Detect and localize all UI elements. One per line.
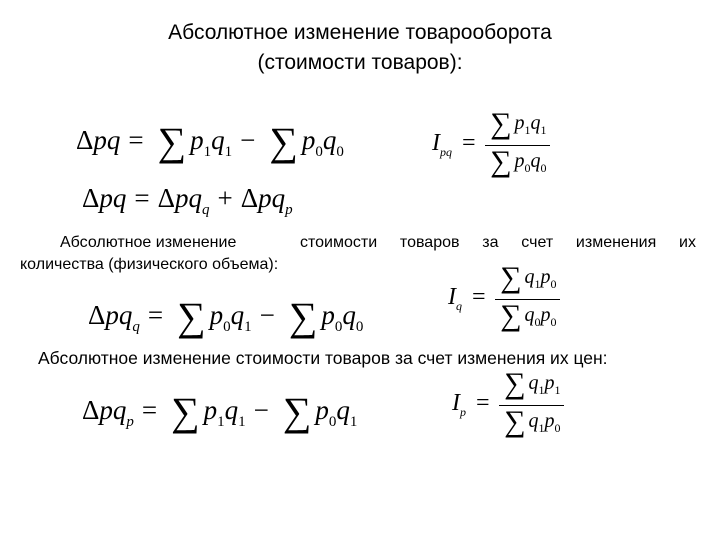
text-quantity-change-line2: количества (физического объема): [20,256,279,273]
text-quantity-change-a: Абсолютное изменение [60,234,237,251]
formula-price-index: $I_p$ = $\frac{\sum q_1p_1}{\sum q_1p_0}$ [452,368,564,443]
formula-decomposition: Δpq = Δpq$_q$ + Δpq$_p$ [82,183,293,218]
formula-quantity-change: Δpq$_q$ = ∑ $p_0q_1$ − ∑ $p_0q_0$ [88,294,364,339]
formula-quantity-index: $I_q$ = $\frac{\sum q_1p_0}{\sum q_0p_0}$ [448,262,560,337]
slide-title-line2: (стоимости товаров): [257,51,463,74]
formula-total-change: Δpq = ∑ $p_1q_1$ − ∑ $p_0q_0$ [76,119,344,164]
slide-title-line1: Абсолютное изменение товарооборота [168,21,552,44]
formula-price-change: Δpq$_p$ = ∑ $p_1q_1$ − ∑ $p_0q_1$ [82,389,358,434]
text-price-change: Абсолютное изменение стоимости товаров за счет изменения их цен: [38,348,608,368]
text-quantity-change-b: стоимости товаров за счет изменения их [300,234,696,251]
formula-value-index: $I_{pq}$ = $\frac{\sum p_1q_1}{\sum p_0q_0}$ [432,108,550,183]
